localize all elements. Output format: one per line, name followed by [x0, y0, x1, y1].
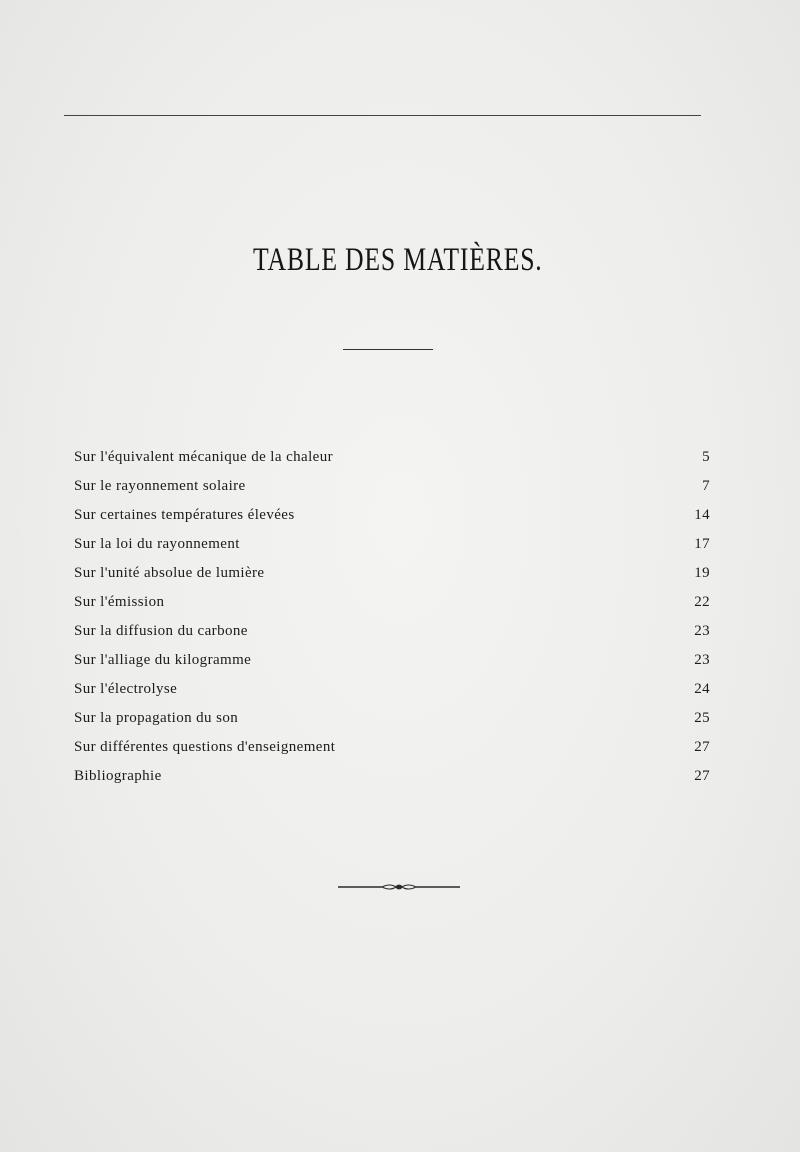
toc-entry-label: Sur l'électrolyse — [74, 681, 178, 697]
table-of-contents — [74, 449, 710, 797]
toc-entry-page: 23 — [694, 623, 710, 639]
toc-entry-page: 25 — [694, 710, 710, 726]
toc-entry — [74, 449, 710, 478]
toc-entry-label: Sur l'émission — [74, 594, 165, 610]
dot-leader — [339, 751, 678, 765]
toc-entry-page: 14 — [694, 507, 710, 523]
toc-entry — [74, 507, 710, 536]
toc-entry-label: Bibliographie — [74, 768, 162, 784]
toc-entry-page: 17 — [694, 536, 710, 552]
ornamental-divider-icon — [338, 880, 460, 894]
toc-entry — [74, 710, 710, 739]
toc-entry-label: Sur la diffusion du carbone — [74, 623, 248, 639]
toc-entry-page: 27 — [694, 768, 710, 784]
toc-entry-label: Sur l'alliage du kilogramme — [74, 652, 252, 668]
dot-leader — [252, 635, 678, 649]
title-underline-rule — [343, 349, 433, 350]
toc-entry-page: 22 — [694, 594, 710, 610]
toc-entry — [74, 681, 710, 710]
toc-entry-page: 23 — [694, 652, 710, 668]
toc-entry-page: 5 — [702, 449, 710, 465]
toc-entry-page: 24 — [694, 681, 710, 697]
toc-entry-label: Sur l'unité absolue de lumière — [74, 565, 265, 581]
dot-leader — [299, 519, 678, 533]
toc-entry — [74, 652, 710, 681]
toc-entry-page: 19 — [694, 565, 710, 581]
toc-entry — [74, 478, 710, 507]
dot-leader — [250, 490, 678, 504]
dot-leader — [242, 722, 678, 736]
dot-leader — [168, 606, 678, 620]
page-title: TABLE DES MATIÈRES. — [253, 242, 543, 278]
dot-leader — [244, 548, 678, 562]
toc-entry-page: 27 — [694, 739, 710, 755]
toc-entry-label: Sur le rayonnement solaire — [74, 478, 246, 494]
dot-leader — [269, 577, 679, 591]
toc-entry — [74, 739, 710, 768]
header-rule — [64, 115, 701, 116]
toc-entry — [74, 768, 710, 797]
toc-entry-page: 7 — [702, 478, 710, 494]
dot-leader — [255, 664, 678, 678]
toc-entry — [74, 623, 710, 652]
toc-entry — [74, 594, 710, 623]
toc-entry — [74, 536, 710, 565]
toc-entry-label: Sur l'équivalent mécanique de la chaleur — [74, 449, 334, 465]
dot-leader — [166, 780, 678, 794]
toc-entry-label: Sur la propagation du son — [74, 710, 239, 726]
dot-leader — [337, 461, 678, 475]
toc-entry-label: Sur certaines températures élevées — [74, 507, 295, 523]
toc-entry-label: Sur la loi du rayonnement — [74, 536, 240, 552]
dot-leader — [181, 693, 678, 707]
toc-entry — [74, 565, 710, 594]
toc-entry-label: Sur différentes questions d'enseignement — [74, 739, 336, 755]
